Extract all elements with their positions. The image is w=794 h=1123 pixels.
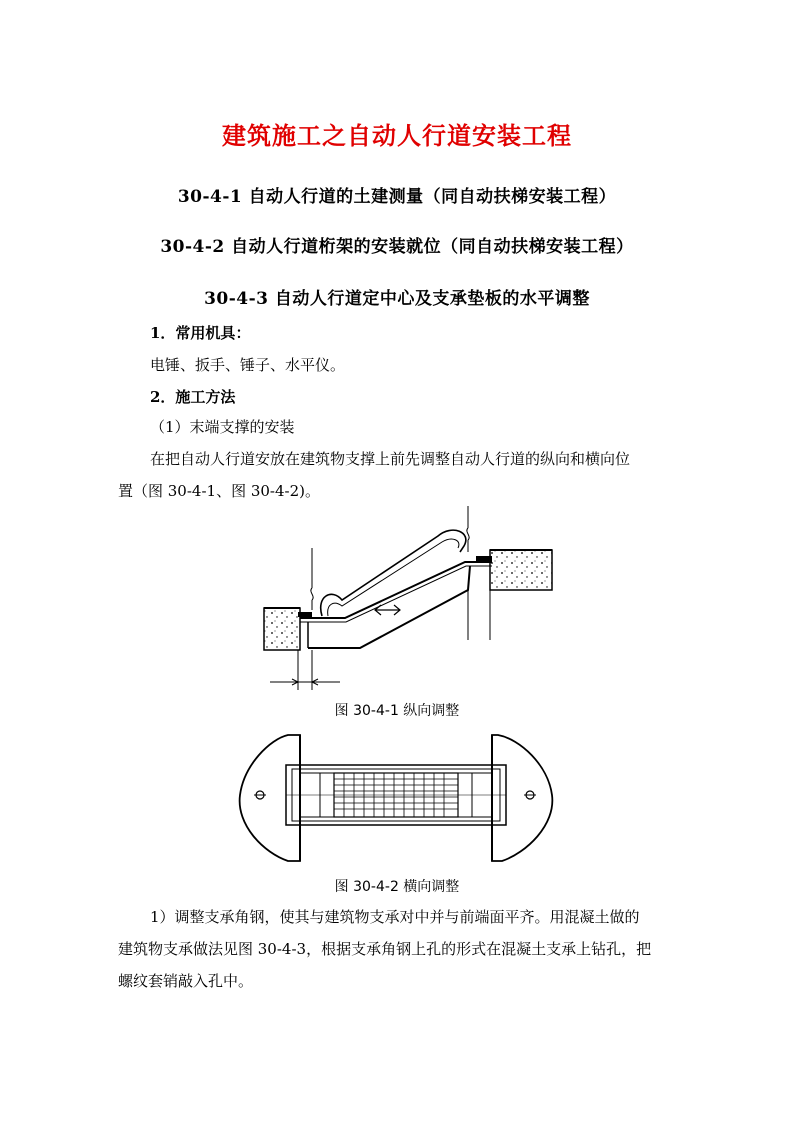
section-heading-30-4-2: 30-4-2 自动人行道桁架的安装就位（同自动扶梯安装工程） — [160, 237, 634, 257]
item1-text: 电锤、扳手、锤子、水平仪。 — [150, 356, 346, 374]
item2-heading: 2．施工方法 — [150, 388, 236, 406]
subsection-1: （1）末端支撑的安装 — [150, 418, 295, 436]
figure-2-caption: 图 30-4-2 横向调整 — [334, 879, 460, 895]
paragraph-2-line-3: 螺纹套销敲入孔中。 — [118, 972, 254, 990]
figure-longitudinal-adjustment — [250, 500, 560, 696]
paragraph-1-line-1: 在把自动人行道安放在建筑物支撑上前先调整自动人行道的纵向和横向位 — [150, 450, 631, 468]
paragraph-2-line-1: 1）调整支承角钢，使其与建筑物支承对中并与前端面平齐。用混凝土做的 — [150, 908, 640, 926]
section-heading-30-4-1: 30-4-1 自动人行道的土建测量（同自动扶梯安装工程） — [177, 187, 617, 207]
figure-transverse-adjustment — [230, 725, 560, 867]
section-heading-30-4-3: 30-4-3 自动人行道定中心及支承垫板的水平调整 — [204, 289, 590, 309]
paragraph-1-line-2: 置（图 30-4-1、图 30-4-2)。 — [118, 482, 321, 500]
paragraph-2-line-2: 建筑物支承做法见图 30-4-3，根据支承角钢上孔的形式在混凝土支承上钻孔，把 — [118, 940, 652, 958]
item1-heading: 1．常用机具： — [150, 324, 251, 342]
figure-1-caption: 图 30-4-1 纵向调整 — [334, 703, 460, 719]
document-title: 建筑施工之自动人行道安装工程 — [222, 121, 572, 150]
